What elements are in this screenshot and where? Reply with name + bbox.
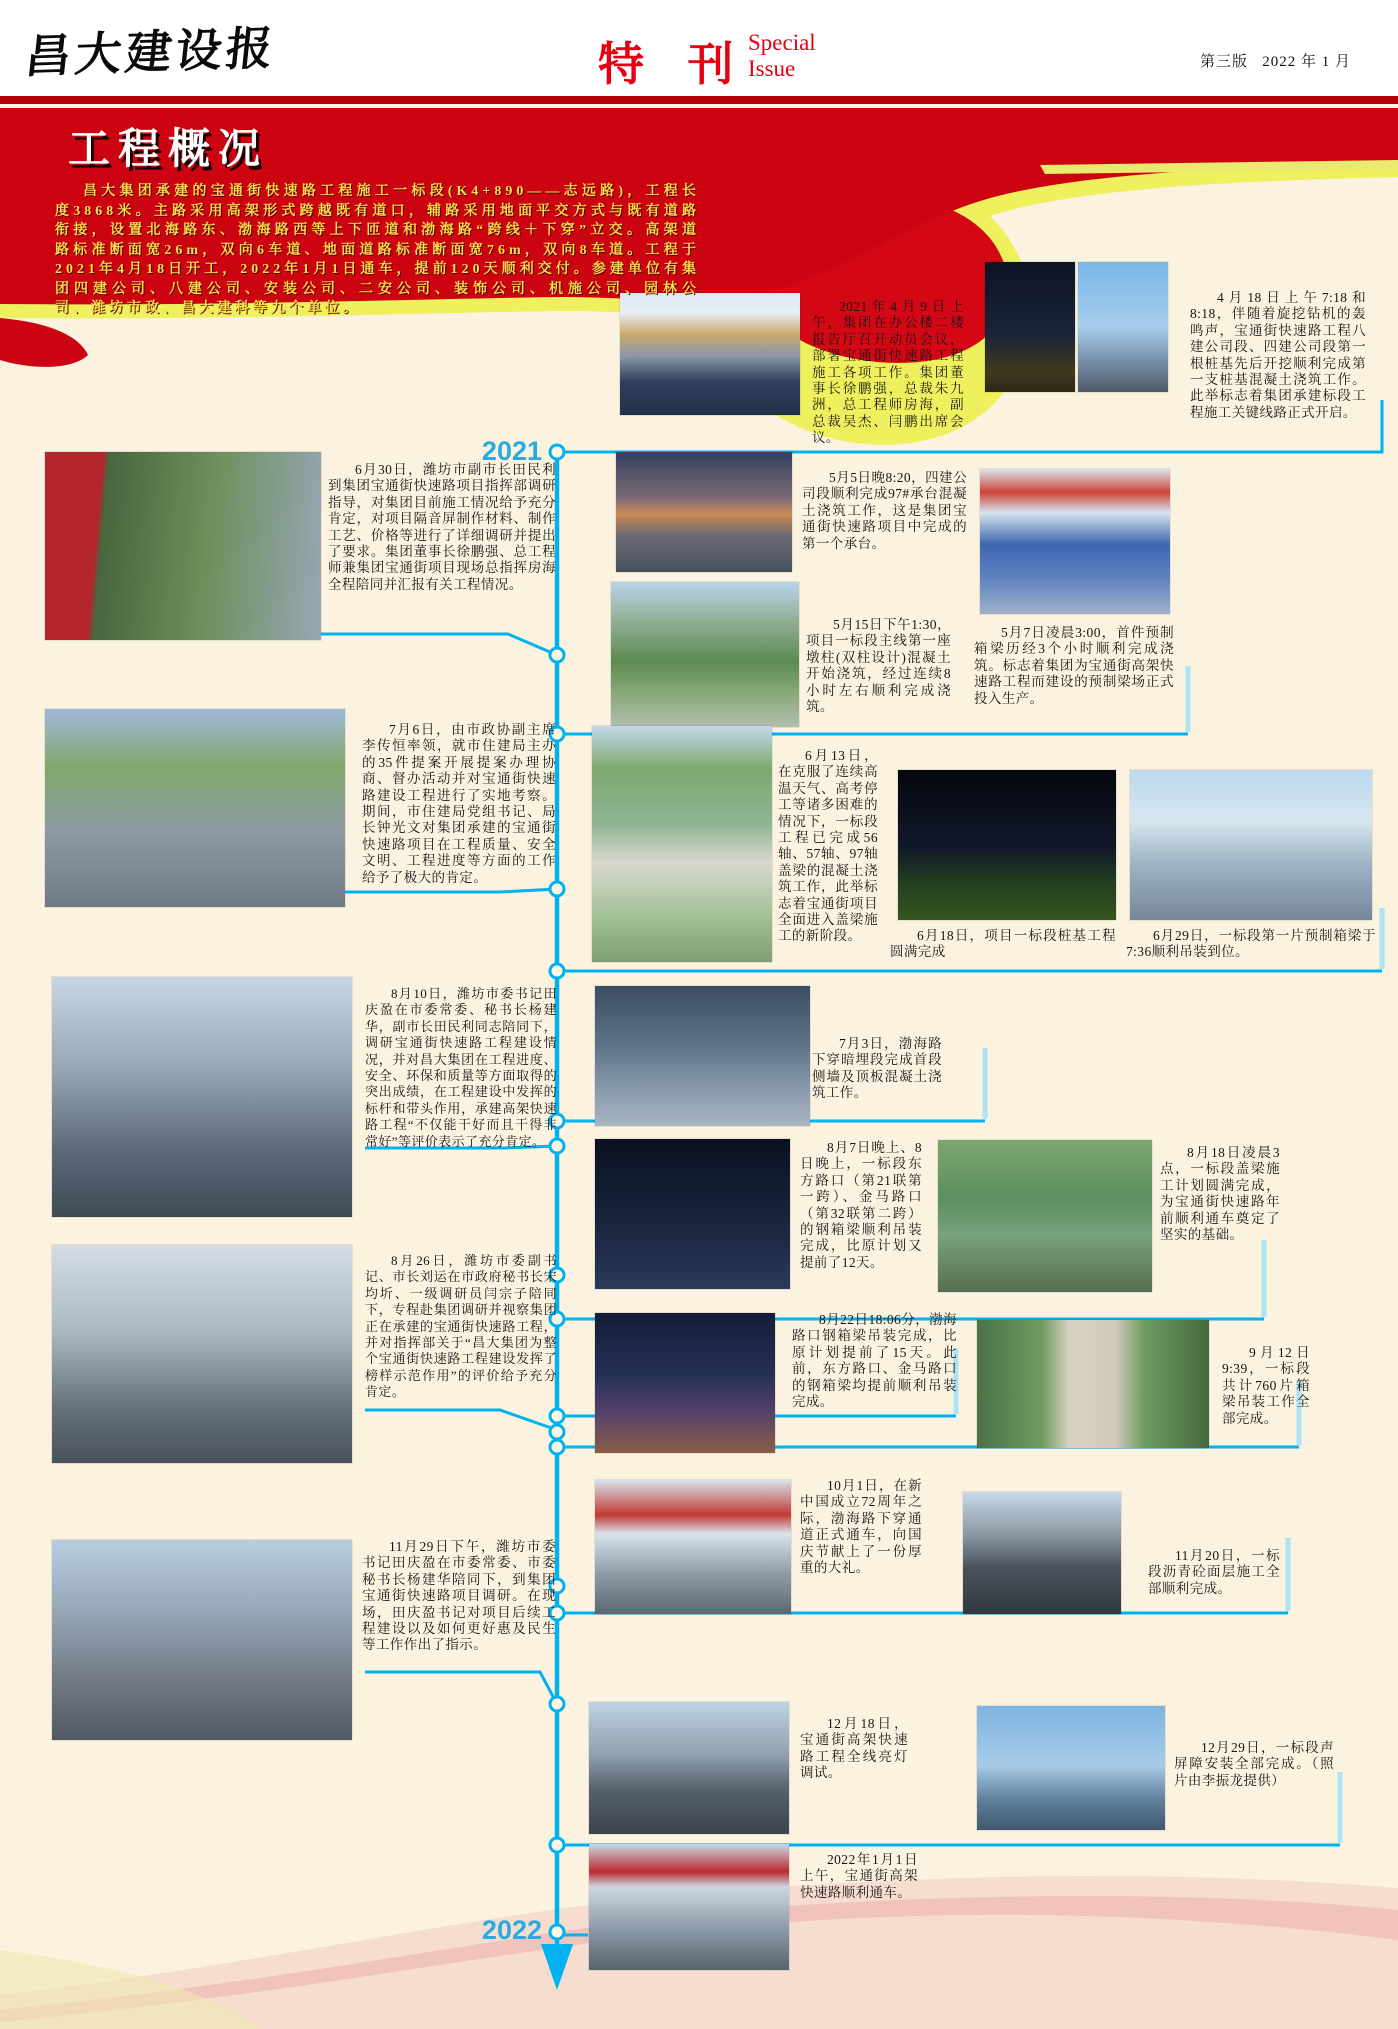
photo-mayor-site-visit <box>52 1245 352 1463</box>
issue-date: 2022 年 1 月 <box>1262 54 1352 70</box>
masthead-logo: 昌大建设报 <box>22 22 279 83</box>
entry-jun13-text: 6月13日，在克服了连续高温天气、高考停工等诸多困难的情况下，一标段工程已完成56轴、57轴、97轴盖梁的混凝土浇筑工作，此举标志着宝通街项目全面进入盖梁施工的新阶段。 <box>778 748 878 944</box>
entry-jun30-text: 6月30日，潍坊市副市长田民利到集团宝通街快速路项目指挥部调研指导，对集团目前施工情况给予充分肯定，对项目隔音屏制作材料、制作工艺、价格等进行了详细调研并提出了要求。集团董事长徐鹏强、总工程师兼集团宝通街项目现场总指挥房海全程陪同并汇报有关工程情况。 <box>328 462 556 592</box>
entry-apr18-text: 4月18日上午7:18和8:18，伴随着旋挖钻机的轰鸣声，宝通街快速路工程八建公司段、四建公司段第一根桩基先后开挖顺利完成第一支桩基混凝土浇筑工作。此举标志着集团承建标段工程施工关键线路正式开启。 <box>1190 290 1366 420</box>
photo-vice-mayor-visit <box>45 452 321 640</box>
entry-dec18-text: 12月18日，宝通街高架快速路工程全线亮灯调试。 <box>800 1716 908 1781</box>
entry-jul6-text: 7月6日，由市政协副主席李传恒率领，就市住建局主办的35件提案开展提案办理协商、督办活动并对宝通街快速路建设工程进行了实地考察。期间，市住建局党组书记、局长钟光文对集团承建的宝通街快速路项目在工程质量、安全文明、工程进度等方面的工作给予了极大的肯定。 <box>362 722 556 885</box>
photo-beam-yard-gantry <box>980 469 1170 614</box>
photo-pile-drilling-night <box>985 262 1075 392</box>
entry-aug18-text: 8月18日凌晨3点，一标段盖梁施工计划圆满完成，为宝通街快速路年前顺利通车奠定了坚实的基础。 <box>1160 1145 1280 1243</box>
timeline-year-2022: 2022 <box>481 1915 542 1945</box>
entry-aug7-text: 8月7日晚上、8日晚上，一标段东方路口（第21联第一跨）、金马路口（第32联第二跨）的钢箱梁顺利吊装完成，比原计划又提前了12天。 <box>800 1140 922 1270</box>
photo-pier-cap-pour-dusk <box>616 452 792 572</box>
timeline-year-2021: 2021 <box>481 436 542 466</box>
photo-first-pier-column-pour <box>611 582 799 727</box>
photo-viaduct-deck-aerial <box>592 726 772 962</box>
photo-asphalt-surface-viaduct <box>963 1492 1121 1614</box>
photo-underpass-opening-banner <box>595 1480 791 1614</box>
special-en-line2: Issue <box>748 56 796 81</box>
entry-jun29-caption: 6月29日，一标段第一片预制箱梁于7:36顺利吊装到位。 <box>1126 928 1376 960</box>
entry-aug22-text: 8月22日18:06分，渤海路口钢箱梁吊装完成，比原计划提前了15天。此前，东方路口、金马路口的钢箱梁均提前顺利吊装完成。 <box>792 1312 957 1410</box>
photo-secretary-follow-up-visit <box>52 1540 352 1740</box>
special-en-line1: Special <box>748 30 816 55</box>
entry-nov20-text: 11月20日，一标段沥青砼面层施工全部顺利完成。 <box>1148 1548 1280 1596</box>
photo-sound-barrier-install <box>977 1706 1165 1830</box>
photo-box-girder-aerial <box>977 1320 1209 1448</box>
photo-cppcc-inspection <box>45 709 345 907</box>
entry-aug26-text: 8月26日，潍坊市委副书记、市长刘运在市政府秘书长宋均圻、一级调研员闫宗子陪同下，专程赴集团调研并视察集团正在承建的宝通街快速路工程，并对指挥部关于“昌大集团为整个宝通街快速路工程建设发挥了榜样示范作用”的评价给予充分肯定。 <box>365 1253 557 1400</box>
entry-may15-text: 5月15日下午1:30，项目一标段主线第一座墩柱(双柱设计)混凝土开始浇筑，经过连续8小时左右顺利完成浇筑。 <box>806 617 951 715</box>
entry-dec29-text: 12月29日，一标段声屏障安装全部完成。（照片由李振龙提供） <box>1174 1740 1334 1788</box>
special-issue-title-cn: 特 刊 <box>598 39 750 90</box>
entry-jul3-text: 7月3日，渤海路下穿暗埋段完成首段侧墙及顶板混凝土浇筑工作。 <box>812 1036 942 1101</box>
entry-aug10-text: 8月10日，潍坊市委书记田庆盈在市委常委、秘书长杨建华，副市长田民利同志陪同下，调研宝通街快速路工程建设情况，并对昌大集团在工程进度、安全、环保和质量等方面取得的突出成绩，在工程建设中发挥的标杆和带头作用，承建高架快速路工程“不仅能干好而且干得非常好”等评价表示了充分肯定。 <box>365 986 557 1149</box>
entry-may5-text: 5月5日晚8:20，四建公司段顺利完成97#承台混凝土浇筑工作，这是集团宝通街快速路项目中完成的第一个承台。 <box>802 470 967 551</box>
overview-title: 工程概况 <box>68 127 269 173</box>
entry-jun18-caption: 6月18日，项目一标段桩基工程圆满完成 <box>890 928 1116 960</box>
entry-oct1-text: 10月1日，在新中国成立72周年之际，渤海路下穿通道正式通车，向国庆节献上了一份厚重的大礼。 <box>800 1478 922 1576</box>
entry-apr9-text: 2021年4月9日上午，集团在办公楼二楼报告厅召开动员会议，部署宝通街快速路工程施工各项工作。集团董事长徐鹏强，总裁朱九洲，总工程师房海，副总裁吴杰、闫鹏出席会议。 <box>812 299 964 446</box>
overview-paragraph: 昌大集团承建的宝通街快速路工程施工一标段(K4+890——志远路)，工程长度3868米。主路采用高架形式跨越既有道口，辅路采用地面平交方式与既有道路衔接，设置北海路东、渤海路西等上下匝道和渤海路“跨线＋下穿”立交。高架道路标准断面宽26m，双向6车道、地面道路标准断面宽76m，双向8车道。工程于2021年4月18日开工，2022年1月1日通车，提前120天顺利交付。参建单位有集团四建公司、八建公司、安装公司、二安公司、装饰公司、机施公司、园林公司、潍坊市政、昌大建科等九个单位。 <box>55 184 700 316</box>
photo-party-secretary-inspection <box>52 977 352 1217</box>
edition-label: 第三版 <box>1200 54 1249 70</box>
photo-lighting-test-road <box>589 1702 789 1834</box>
entry-jan1-text: 2022年1月1日上午，宝通街高架快速路顺利通车。 <box>800 1852 918 1900</box>
photo-expressway-open-to-traffic <box>589 1844 789 1970</box>
photo-steel-girder-night-lift <box>595 1139 790 1289</box>
entry-sep12-text: 9月12日9:39，一标段共计760片箱梁吊装工作全部完成。 <box>1222 1345 1310 1426</box>
photo-pile-completion-group-night <box>898 770 1116 920</box>
entry-nov29-text: 11月29日下午，潍坊市委书记田庆盈在市委常委、市委秘书长杨建华陪同下，到集团宝通街快速路项目调研。在现场，田庆盈书记对项目后续工程建设以及如何更好惠及民生等工作作出了指示。 <box>362 1539 556 1653</box>
photo-pile-drilling-day <box>1078 262 1168 392</box>
photo-bohai-road-city-night <box>595 1313 775 1453</box>
photo-underpass-formwork <box>595 986 810 1126</box>
photo-cap-beam-completion <box>938 1140 1152 1292</box>
photo-first-box-girder-lift <box>1130 770 1372 920</box>
entry-may7-text: 5月7日凌晨3:00，首件预制箱梁历经3个小时顺利完成浇筑。标志着集团为宝通街高架快速路工程而建设的预制梁场正式投入生产。 <box>974 625 1174 706</box>
